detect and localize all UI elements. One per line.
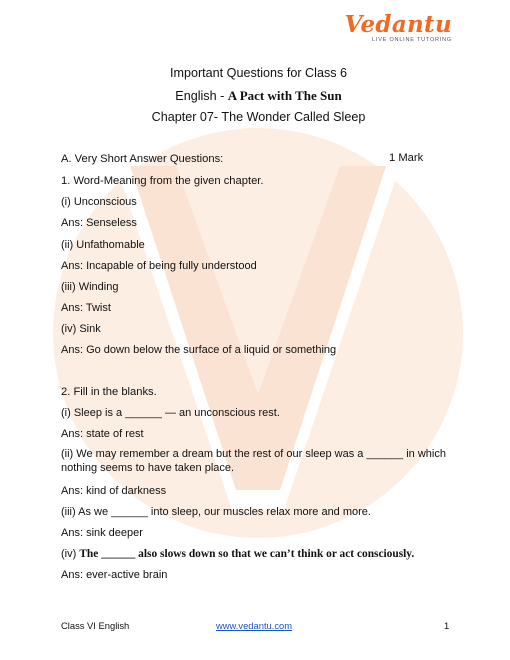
word-answer: Ans: Incapable of being fully understood	[61, 260, 257, 272]
page-number: 1	[444, 620, 450, 631]
footer-class: Class VI English	[61, 620, 130, 631]
fill-answer: Ans: sink deeper	[61, 527, 143, 539]
fill-question: (iii) As we ______ into sleep, our muscles relax more and more.	[61, 506, 371, 518]
doc-title: Important Questions for Class 6	[169, 66, 348, 80]
word-answer: Ans: Twist	[61, 302, 111, 314]
word-question: (ii) Unfathomable	[61, 239, 145, 251]
word-answer: Ans: Senseless	[61, 217, 137, 229]
section-a-marks: 1 Mark	[389, 152, 424, 164]
word-question: (i) Unconscious	[61, 196, 137, 208]
word-question: (iii) Winding	[61, 281, 119, 293]
word-answer: Ans: Go down below the surface of a liquid or something	[61, 344, 337, 356]
fill-answer: Ans: kind of darkness	[61, 485, 167, 497]
fill-answer: Ans: ever-active brain	[61, 569, 168, 581]
subject-label: English -	[175, 89, 228, 103]
section-a-title: A. Very Short Answer Questions:	[61, 153, 224, 165]
question-text: The ______ also slows down so that we can’t think or act consciously.	[79, 548, 415, 560]
footer-website-link[interactable]: www.vedantu.com	[216, 620, 293, 631]
question-number: (iv)	[61, 548, 80, 560]
logo-wordmark: Vedantu	[344, 11, 452, 38]
fill-question	[61, 547, 414, 561]
vedantu-logo[interactable]	[344, 12, 452, 43]
logo-tagline: LIVE ONLINE TUTORING	[372, 37, 452, 43]
fill-question: (ii) We may remember a dream but the rest of our sleep was a ______ in which nothing seems to have taken place.	[61, 448, 446, 474]
question-2-heading: 2. Fill in the blanks.	[61, 386, 157, 398]
question-1-heading: 1. Word-Meaning from the given chapter.	[61, 175, 264, 187]
word-question: (iv) Sink	[61, 323, 101, 335]
fill-answer: Ans: state of rest	[61, 428, 144, 440]
fill-question: (i) Sleep is a ______ — an unconscious rest.	[61, 407, 280, 419]
chapter-title: Chapter 07- The Wonder Called Sleep	[151, 110, 366, 124]
doc-subject	[61, 88, 456, 104]
book-title: A Pact with The Sun	[227, 88, 342, 103]
